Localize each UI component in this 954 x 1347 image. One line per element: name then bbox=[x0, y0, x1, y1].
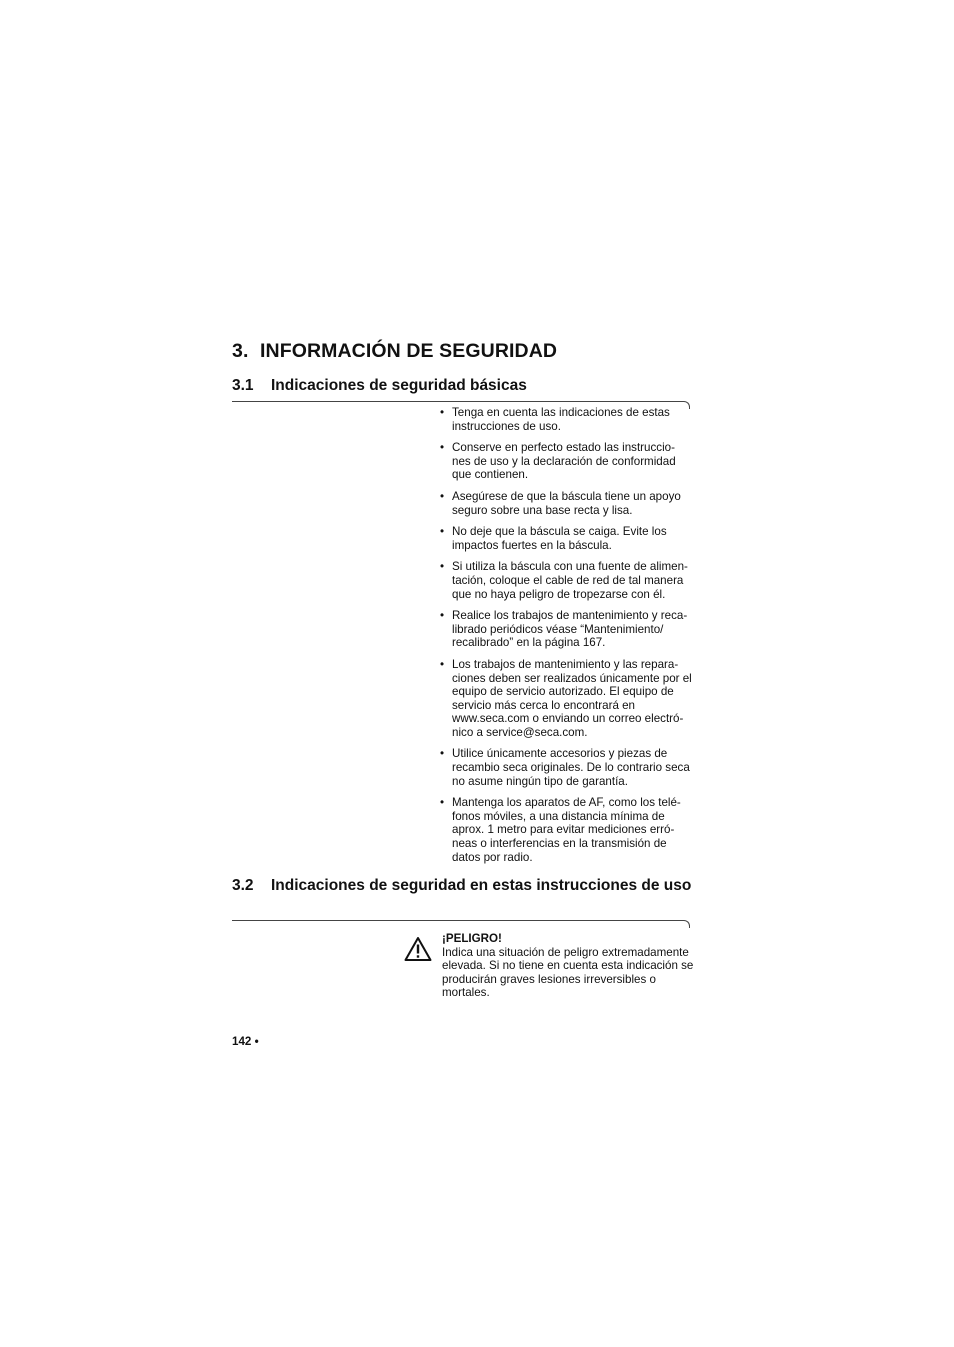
section-1-title bbox=[232, 376, 692, 396]
chapter-title bbox=[232, 340, 557, 363]
list-item: • Conserve en perfecto estado las instruccio-nes de uso y la declaración de conformidad que contienen. bbox=[440, 441, 676, 482]
section-2-number: 3.2 bbox=[232, 877, 254, 894]
list-item: • No deje que la báscula se caiga. Evite los impactos fuertes en la báscula. bbox=[440, 525, 667, 552]
list-item: • Realice los trabajos de mantenimiento y reca-librado periódicos véase “Mantenimiento/ recalibrado” en la página 167. bbox=[440, 609, 688, 650]
list-item: • Utilice únicamente accesorios y piezas de recambio seca originales. De lo contrario seca no asume ningún tipo de garantía. bbox=[440, 747, 690, 788]
chapter-title-text: INFORMACIÓN DE SEGURIDAD bbox=[260, 340, 558, 362]
list-item: • Mantenga los aparatos de AF, como los telé-fonos móviles, a una distancia mínima de aprox. 1 metro para evitar mediciones erró-neas o interferencias en la transmisión de datos por radio. bbox=[440, 796, 681, 864]
list-item: • Tenga en cuenta las indicaciones de estas instrucciones de uso. bbox=[440, 406, 670, 433]
warning-triangle-icon bbox=[404, 936, 432, 962]
section-1-rule bbox=[232, 401, 684, 402]
section-2-rule bbox=[232, 920, 684, 921]
safety-list bbox=[440, 406, 692, 872]
list-item: • Asegúrese de que la báscula tiene un apoyo seguro sobre una base recta y lisa. bbox=[440, 489, 681, 517]
list-item: • Los trabajos de mantenimiento y las repara-ciones deben ser realizados únicamente por el equipo de servicio autorizado. El equipo de servicio más cerca lo encontrará en www.seca.com o enviando un correo electró-nico a service@seca.com. bbox=[440, 657, 692, 739]
danger-description: Indica una situación de peligro extremadamente elevada. Si no tiene en cuenta esta indicación se producirán graves lesiones irreversibles o mortales. bbox=[442, 945, 694, 1000]
page-number: 142 • bbox=[232, 1035, 259, 1048]
list-item: • Si utiliza la báscula con una fuente de alimen-tación, coloque el cable de red de tal manera que no haya peligro de tropezarse con él. bbox=[440, 560, 688, 601]
chapter-number: 3. bbox=[232, 340, 249, 362]
danger-label: ¡PELIGRO! bbox=[442, 932, 502, 945]
section-1-title-text: Indicaciones de seguridad básicas bbox=[271, 377, 527, 394]
section-2-title-text: Indicaciones de seguridad en estas instrucciones de uso bbox=[271, 877, 692, 894]
section-2-title bbox=[232, 876, 692, 896]
section-1-number: 3.1 bbox=[232, 377, 254, 394]
